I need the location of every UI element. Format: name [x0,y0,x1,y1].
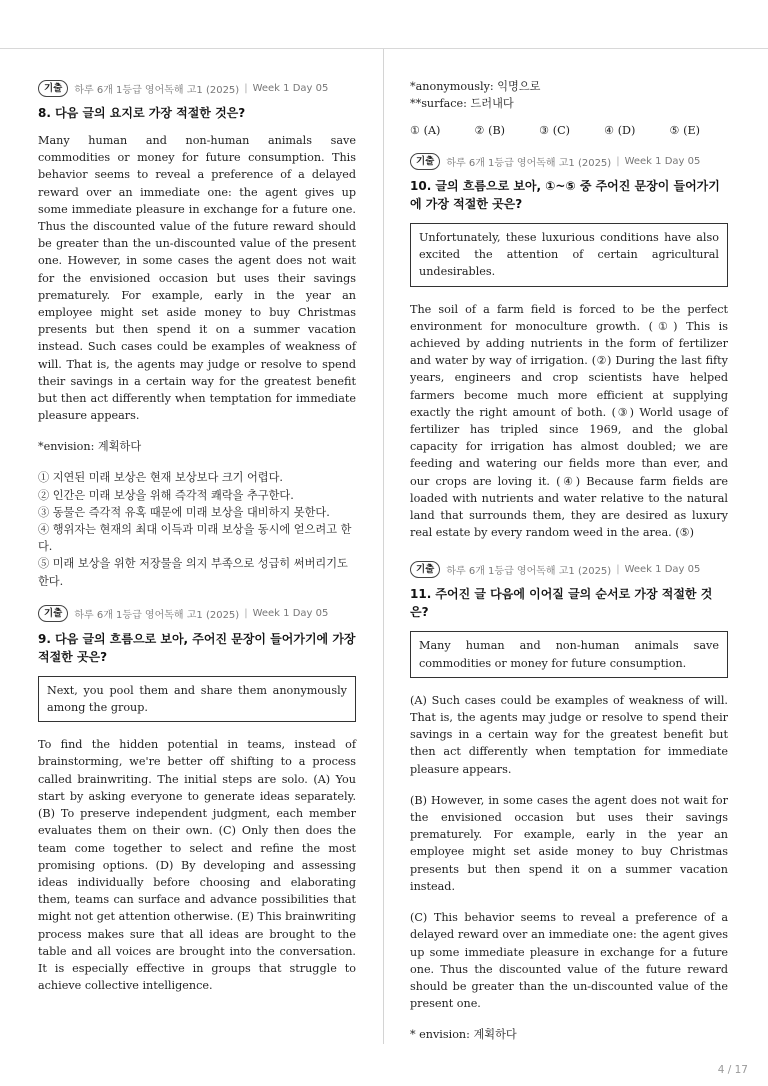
q11-separator: | [616,563,620,575]
q10-source-line [410,151,728,171]
q8-source: 하루 6개 1등급 영어독해 고1 (2025) [74,84,240,96]
q9-note-1: *anonymously: 익명으로 [410,80,541,93]
q10-badge: 기출 [410,153,440,170]
q9-choice-4[interactable]: ④ (D) [604,124,636,137]
q10-passage: The soil of a farm field is forced to be the perfect environment for monoculture growth. (①) This is achieved by adding nutrients in the form of fertilizer and water by way of irrigation. (②) During the last fifty years, engineers and crop scientists have helped farmers become much more efficient at supplying exactly the right amount of both. (③) World usage of fertilizer has tripled since 1969, and the global capacity for irrigation has almost doubled; we are feeding and watering our fields more than ever, and our crops are loving it. (④) Because farm fields are loaded with nutrients and water relative to the natural land that surrounds them, they are desired as luxury real estate by every random weed in the area. (⑤) [410,302,728,540]
q11-title: 11. 주어진 글 다음에 이어질 글의 순서로 가장 적절한 것은? [410,587,713,620]
q8-choice-1[interactable]: ① 지연된 미래 보상은 현재 보상보다 크기 어렵다. [38,471,283,485]
q9-choices [410,124,700,137]
q9-choice-2[interactable]: ② (B) [474,124,506,137]
q8-choice-3[interactable]: ③ 동물은 즉각적 유혹 때문에 미래 보상을 대비하지 못한다. [38,505,330,519]
right-column [410,78,728,1043]
q9-source: 하루 6개 1등급 영어독해 고1 (2025) [74,610,240,622]
q10-given-sentence-box: Unfortunately, these luxurious conditions have also excited the attention of certain agricultural undesirables. [410,223,728,287]
q11-paragraph-a: (A) Such cases could be examples of weakness of will. That is, the agents may judge or resolve to spend their savings in a certain way for the greatest benefit but then act differently when temptation for immediate pleasure appears. [410,693,728,776]
q9-passage: To find the hidden potential in teams, instead of brainstorming, we're better off shifting to a process called brainwriting. The initial steps are solo. (A) You start by asking everyone to generate ideas separately. (B) To preserve independent judgment, each member evaluates them on their own. (C) Only then does the team come together to select and refine the most promising options. (D) By developing and assessing ideas individually before choosing and elaborating them, teams can surface and advance possibilities that might not get attention otherwise. (E) This brainwriting process makes sure that all ideas are brought to the table and all voices are brought into the conversation. It is especially effective in groups that struggle to achieve collective intelligence. [38,738,356,993]
header-rule [0,48,768,49]
q9-choice-3[interactable]: ③ (C) [539,124,571,137]
left-column [38,78,356,994]
q8-note: *envision: 계획하다 [38,440,142,454]
column-divider [383,49,384,1044]
q8-week: Week 1 Day 05 [252,82,329,94]
q11-paragraph-c: (C) This behavior seems to reveal a preference of a delayed reward over an immediate one: the agent gives up some immediate pleasure in exchange for a future one. Thus the discounted value of the future reward should be greater than the un-discounted value of the present one. [410,911,728,1011]
q9-title: 9. 다음 글의 흐름으로 보아, 주어진 문장이 들어가기에 가장 적절한 곳은? [38,631,356,664]
q10-week: Week 1 Day 05 [624,155,701,167]
q11-source-line [410,559,728,579]
q9-separator: | [244,608,248,620]
q8-choices [38,469,356,589]
q9-choice-5[interactable]: ⑤ (E) [669,124,700,137]
q9-badge: 기출 [38,605,68,622]
q9-note-2: **surface: 드러내다 [410,97,514,110]
q8-passage: Many human and non-human animals save commodities or money for future consumption. This behavior seems to reveal a preference of a delayed reward over an immediate one: the agent gives up some immediate pleasure in exchange for a future one. Thus the discounted value of the future reward should be greater than the un-discounted value of the present one. However, in some cases the agent does not wait for the envisioned occasion but uses their savings prematurely. For example, early in the year an employee might set aside money to buy Christmas presents but then spend it on a summer vacation instead. Such cases could be examples of weakness of will. That is, the agents may judge or resolve to spend their savings in a certain way for the greatest benefit but then act differently when temptation for immediate pleasure appears. [38,134,356,423]
q8-source-line [38,78,356,98]
q9-given-sentence-box: Next, you pool them and share them anonymously among the group. [38,676,356,722]
q9-week: Week 1 Day 05 [252,608,329,620]
page-number: 4 / 17 [717,1064,748,1076]
q11-week: Week 1 Day 05 [624,563,701,575]
q11-given-sentence-box: Many human and non-human animals save commodities or money for future consumption. [410,631,728,677]
q9-source-line [38,604,356,624]
q10-title: 10. 글의 흐름으로 보아, ①~⑤ 중 주어진 문장이 들어가기에 가장 적절한 곳은? [410,179,720,211]
q11-source: 하루 6개 1등급 영어독해 고1 (2025) [446,565,612,577]
q11-badge: 기출 [410,561,440,578]
q8-choice-4[interactable]: ④ 행위자는 현재의 최대 이득과 미래 보상을 동시에 얻으려고 한다. [38,523,352,554]
q8-choice-5[interactable]: ⑤ 미래 보상을 위한 저장물을 의지 부족으로 성급히 써버리기도 한다. [38,557,348,588]
q8-separator: | [244,82,248,94]
q11-paragraph-b: (B) However, in some cases the agent does not wait for the envisioned occasion but uses their savings prematurely. For example, early in the year an employee might set aside money to buy Christmas presents but then spend it on a summer vacation instead. [410,793,728,893]
q9-choice-1[interactable]: ① (A) [410,124,441,137]
q8-title: 8. 다음 글의 요지로 가장 적절한 것은? [38,106,246,120]
q11-note: * envision: 계획하다 [410,1028,517,1042]
q8-choice-2[interactable]: ② 인간은 미래 보상을 위해 즉각적 쾌락을 추구한다. [38,488,294,502]
q8-badge: 기출 [38,80,68,97]
q10-source: 하루 6개 1등급 영어독해 고1 (2025) [446,157,612,169]
q10-separator: | [616,155,620,167]
